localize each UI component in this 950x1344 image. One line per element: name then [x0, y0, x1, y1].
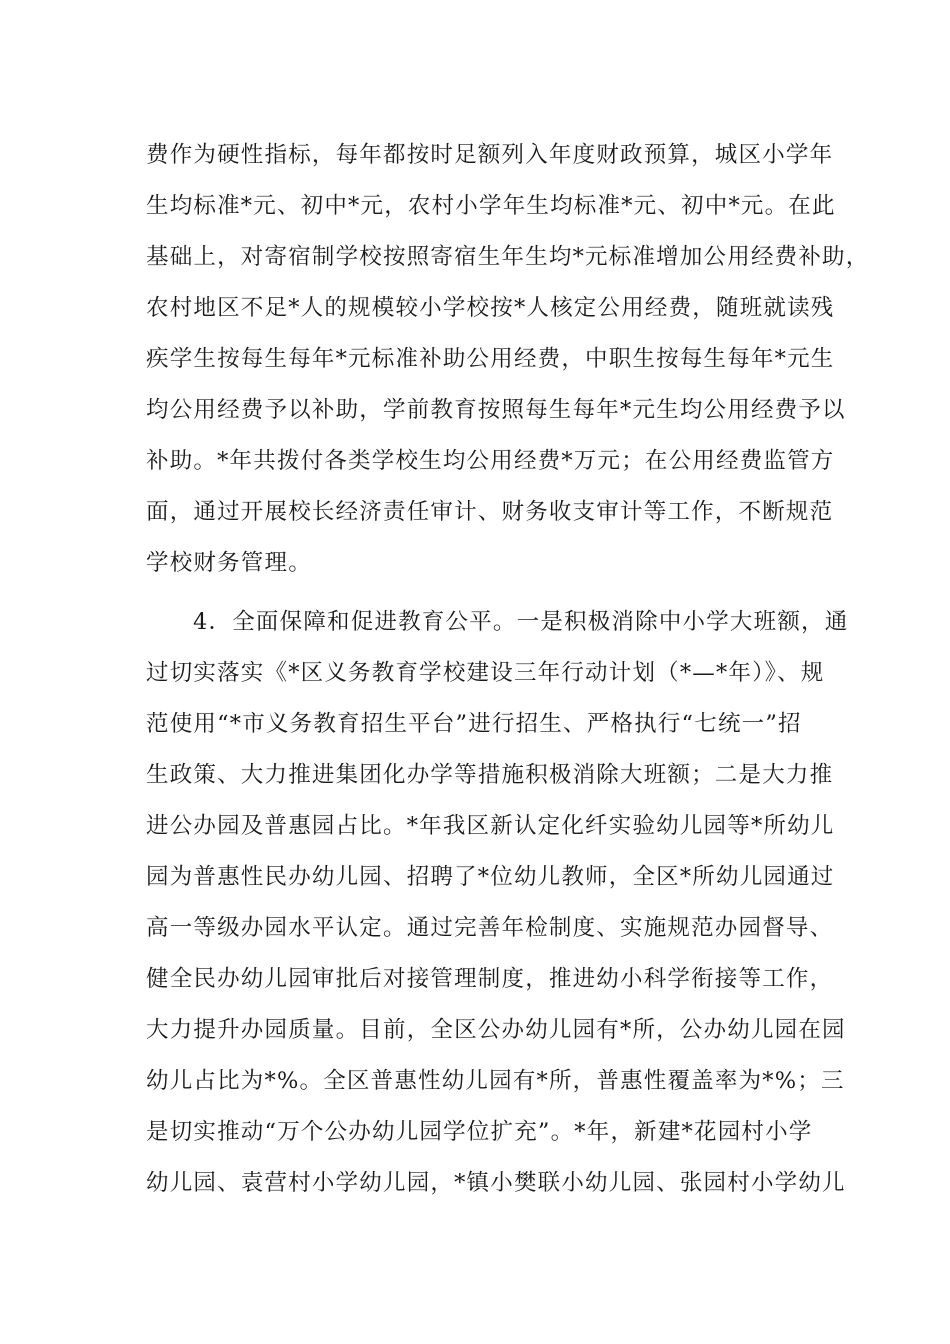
text-line: 进公办园及普惠园占比。*年我区新认定化纤实验幼儿园等*所幼儿 [146, 813, 835, 839]
text-line: 幼儿园、袁营村小学幼儿园，*镇小樊联小幼儿园、张园村小学幼儿 [146, 1170, 846, 1196]
paragraph-spacer [146, 589, 826, 597]
text-line: 生政策、大力推进集团化办学等措施积极消除大班额；二是大力推 [146, 762, 834, 788]
text-line: 生均标准*元、初中*元，农村小学年生均标准*元、初中*元。在此 [146, 193, 836, 219]
paragraph-public-funds [146, 130, 870, 589]
text-line: 均公用经费予以补助，学前教育按照每生每年*元生均公用经费予以 [146, 397, 846, 423]
text-line: 园为普惠性民办幼儿园、招聘了*位幼儿教师，全区*所幼儿园通过 [146, 864, 835, 890]
paragraph-education-equity [146, 597, 849, 1209]
text-line: 费作为硬性指标，每年都按时足额列入年度财政预算，城区小学年 [146, 142, 834, 168]
text-line: 幼儿占比为*%。全区普惠性幼儿园有*所，普惠性覆盖率为*%；三 [146, 1068, 845, 1094]
text-line: 大力提升办园质量。目前，全区公办幼儿园有*所，公办幼儿园在园 [146, 1017, 846, 1043]
text-line: 是切实推动“万个公办幼儿园学位扩充”。*年，新建*花园村小学 [146, 1119, 813, 1145]
text-line: 范使用“*市义务教育招生平台”进行招生、严格执行“七统一”招 [146, 711, 802, 737]
text-line: 面，通过开展校长经济责任审计、财务收支审计等工作，不断规范 [146, 499, 834, 525]
text-line: 过切实落实《*区义务教育学校建设三年行动计划（*—*年）》、规 [146, 660, 825, 686]
text-line: 基础上，对寄宿制学校按照寄宿生年生均*元标准增加公用经费补助， [146, 244, 870, 270]
text-line: 农村地区不足*人的规模较小学校按*人核定公用经费，随班就读残 [146, 295, 835, 321]
text-line: 4．全面保障和促进教育公平。一是积极消除中小学大班额，通 [193, 609, 849, 635]
text-line: 疾学生按每生每年*元标准补助公用经费，中职生按每生每年*元生 [146, 346, 835, 372]
text-line: 学校财务管理。 [146, 550, 312, 576]
text-line: 高一等级办园水平认定。通过完善年检制度、实施规范办园督导、 [146, 915, 834, 941]
document-body [146, 130, 870, 1209]
text-line: 补助。*年共拨付各类学校生均公用经费*万元；在公用经费监管方 [146, 448, 835, 474]
text-line: 健全民办幼儿园审批后对接管理制度，推进幼小科学衔接等工作， [146, 966, 834, 992]
